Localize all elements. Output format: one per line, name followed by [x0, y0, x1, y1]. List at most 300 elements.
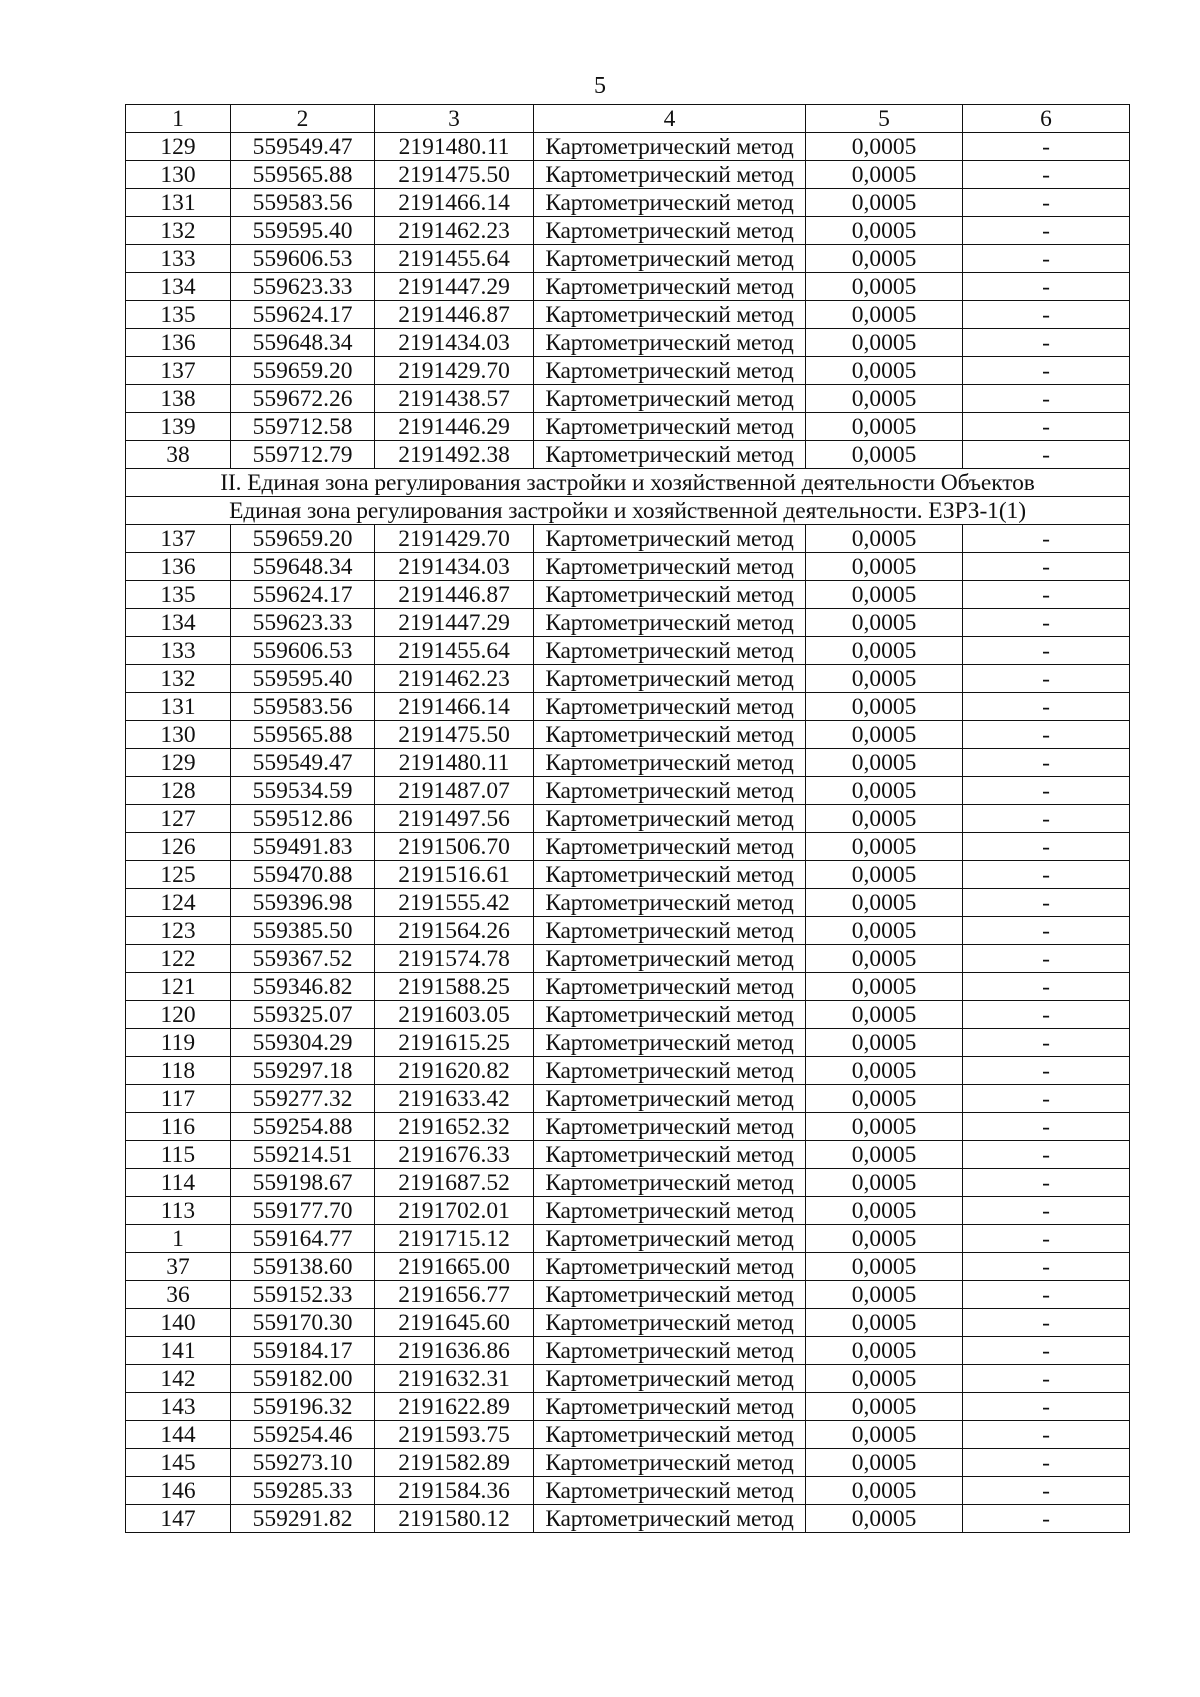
method-cell: Картометрический метод	[534, 385, 806, 413]
point-number-cell: 135	[126, 301, 231, 329]
page-number: 5	[594, 73, 606, 99]
point-number-cell: 146	[126, 1477, 231, 1505]
accuracy-cell: 0,0005	[806, 917, 963, 945]
description-cell: -	[963, 861, 1130, 889]
y-coordinate-cell: 2191687.52	[375, 1169, 534, 1197]
point-number-cell: 144	[126, 1421, 231, 1449]
method-cell: Картометрический метод	[534, 945, 806, 973]
description-cell: -	[963, 133, 1130, 161]
table-row	[126, 805, 1130, 833]
x-coordinate-cell: 559624.17	[231, 581, 375, 609]
accuracy-cell: 0,0005	[806, 581, 963, 609]
method-cell: Картометрический метод	[534, 693, 806, 721]
x-coordinate-cell: 559595.40	[231, 665, 375, 693]
table-row	[126, 245, 1130, 273]
description-cell: -	[963, 889, 1130, 917]
y-coordinate-cell: 2191447.29	[375, 273, 534, 301]
x-coordinate-cell: 559367.52	[231, 945, 375, 973]
y-coordinate-cell: 2191715.12	[375, 1225, 534, 1253]
method-cell: Картометрический метод	[534, 1449, 806, 1477]
table-row	[126, 1253, 1130, 1281]
table-row	[126, 1057, 1130, 1085]
description-cell: -	[963, 1253, 1130, 1281]
x-coordinate-cell: 559672.26	[231, 385, 375, 413]
point-number-cell: 130	[126, 161, 231, 189]
y-coordinate-cell: 2191593.75	[375, 1421, 534, 1449]
method-cell: Картометрический метод	[534, 245, 806, 273]
y-coordinate-cell: 2191492.38	[375, 441, 534, 469]
description-cell: -	[963, 1505, 1130, 1533]
x-coordinate-cell: 559549.47	[231, 749, 375, 777]
point-number-cell: 131	[126, 189, 231, 217]
table-row	[126, 1505, 1130, 1533]
table-header-row	[126, 105, 1130, 133]
description-cell: -	[963, 525, 1130, 553]
method-cell: Картометрический метод	[534, 413, 806, 441]
description-cell: -	[963, 1421, 1130, 1449]
description-cell: -	[963, 833, 1130, 861]
method-cell: Картометрический метод	[534, 665, 806, 693]
description-cell: -	[963, 777, 1130, 805]
table-row	[126, 1085, 1130, 1113]
table-row	[126, 357, 1130, 385]
method-cell: Картометрический метод	[534, 1309, 806, 1337]
table-row	[126, 161, 1130, 189]
y-coordinate-cell: 2191438.57	[375, 385, 534, 413]
table-row	[126, 749, 1130, 777]
point-number-cell: 136	[126, 553, 231, 581]
method-cell: Картометрический метод	[534, 161, 806, 189]
method-cell: Картометрический метод	[534, 1113, 806, 1141]
accuracy-cell: 0,0005	[806, 1113, 963, 1141]
x-coordinate-cell: 559277.32	[231, 1085, 375, 1113]
method-cell: Картометрический метод	[534, 861, 806, 889]
description-cell: -	[963, 1225, 1130, 1253]
point-number-cell: 133	[126, 637, 231, 665]
x-coordinate-cell: 559624.17	[231, 301, 375, 329]
x-coordinate-cell: 559396.98	[231, 889, 375, 917]
description-cell: -	[963, 609, 1130, 637]
x-coordinate-cell: 559273.10	[231, 1449, 375, 1477]
point-number-cell: 134	[126, 609, 231, 637]
method-cell: Картометрический метод	[534, 1365, 806, 1393]
table-row	[126, 889, 1130, 917]
y-coordinate-cell: 2191645.60	[375, 1309, 534, 1337]
accuracy-cell: 0,0005	[806, 665, 963, 693]
description-cell: -	[963, 1309, 1130, 1337]
description-cell: -	[963, 721, 1130, 749]
description-cell: -	[963, 441, 1130, 469]
x-coordinate-cell: 559583.56	[231, 693, 375, 721]
table-row	[126, 1141, 1130, 1169]
x-coordinate-cell: 559623.33	[231, 273, 375, 301]
point-number-cell: 147	[126, 1505, 231, 1533]
point-number-cell: 129	[126, 133, 231, 161]
table-row	[126, 1197, 1130, 1225]
table-row	[126, 133, 1130, 161]
accuracy-cell: 0,0005	[806, 1253, 963, 1281]
column-header: 3	[375, 105, 534, 133]
point-number-cell: 134	[126, 273, 231, 301]
y-coordinate-cell: 2191555.42	[375, 889, 534, 917]
accuracy-cell: 0,0005	[806, 1029, 963, 1057]
accuracy-cell: 0,0005	[806, 973, 963, 1001]
method-cell: Картометрический метод	[534, 217, 806, 245]
method-cell: Картометрический метод	[534, 553, 806, 581]
description-cell: -	[963, 749, 1130, 777]
x-coordinate-cell: 559297.18	[231, 1057, 375, 1085]
table-row	[126, 217, 1130, 245]
x-coordinate-cell: 559595.40	[231, 217, 375, 245]
description-cell: -	[963, 1449, 1130, 1477]
method-cell: Картометрический метод	[534, 441, 806, 469]
description-cell: -	[963, 217, 1130, 245]
point-number-cell: 123	[126, 917, 231, 945]
table-row	[126, 1337, 1130, 1365]
x-coordinate-cell: 559182.00	[231, 1365, 375, 1393]
description-cell: -	[963, 273, 1130, 301]
section-subtitle-row	[126, 497, 1130, 525]
description-cell: -	[963, 665, 1130, 693]
x-coordinate-cell: 559648.34	[231, 329, 375, 357]
point-number-cell: 122	[126, 945, 231, 973]
table-row	[126, 973, 1130, 1001]
method-cell: Картометрический метод	[534, 721, 806, 749]
table-row	[126, 525, 1130, 553]
description-cell: -	[963, 1337, 1130, 1365]
y-coordinate-cell: 2191455.64	[375, 245, 534, 273]
y-coordinate-cell: 2191434.03	[375, 329, 534, 357]
y-coordinate-cell: 2191480.11	[375, 749, 534, 777]
description-cell: -	[963, 357, 1130, 385]
coordinates-table	[125, 104, 1130, 1533]
column-header: 6	[963, 105, 1130, 133]
table-row	[126, 917, 1130, 945]
point-number-cell: 117	[126, 1085, 231, 1113]
x-coordinate-cell: 559606.53	[231, 245, 375, 273]
accuracy-cell: 0,0005	[806, 1477, 963, 1505]
method-cell: Картометрический метод	[534, 1085, 806, 1113]
method-cell: Картометрический метод	[534, 329, 806, 357]
point-number-cell: 37	[126, 1253, 231, 1281]
point-number-cell: 138	[126, 385, 231, 413]
accuracy-cell: 0,0005	[806, 1449, 963, 1477]
description-cell: -	[963, 637, 1130, 665]
x-coordinate-cell: 559534.59	[231, 777, 375, 805]
accuracy-cell: 0,0005	[806, 245, 963, 273]
accuracy-cell: 0,0005	[806, 1393, 963, 1421]
x-coordinate-cell: 559565.88	[231, 721, 375, 749]
method-cell: Картометрический метод	[534, 301, 806, 329]
table-row	[126, 637, 1130, 665]
method-cell: Картометрический метод	[534, 1477, 806, 1505]
accuracy-cell: 0,0005	[806, 945, 963, 973]
method-cell: Картометрический метод	[534, 1337, 806, 1365]
accuracy-cell: 0,0005	[806, 1001, 963, 1029]
point-number-cell: 143	[126, 1393, 231, 1421]
y-coordinate-cell: 2191584.36	[375, 1477, 534, 1505]
method-cell: Картометрический метод	[534, 1197, 806, 1225]
table-row	[126, 301, 1130, 329]
method-cell: Картометрический метод	[534, 805, 806, 833]
method-cell: Картометрический метод	[534, 273, 806, 301]
point-number-cell: 133	[126, 245, 231, 273]
accuracy-cell: 0,0005	[806, 217, 963, 245]
table-row	[126, 1029, 1130, 1057]
accuracy-cell: 0,0005	[806, 1141, 963, 1169]
method-cell: Картометрический метод	[534, 581, 806, 609]
point-number-cell: 121	[126, 973, 231, 1001]
point-number-cell: 142	[126, 1365, 231, 1393]
method-cell: Картометрический метод	[534, 1505, 806, 1533]
accuracy-cell: 0,0005	[806, 1085, 963, 1113]
table-row	[126, 1309, 1130, 1337]
description-cell: -	[963, 1029, 1130, 1057]
accuracy-cell: 0,0005	[806, 1197, 963, 1225]
y-coordinate-cell: 2191702.01	[375, 1197, 534, 1225]
table-row	[126, 665, 1130, 693]
x-coordinate-cell: 559491.83	[231, 833, 375, 861]
description-cell: -	[963, 301, 1130, 329]
accuracy-cell: 0,0005	[806, 1337, 963, 1365]
method-cell: Картометрический метод	[534, 1225, 806, 1253]
accuracy-cell: 0,0005	[806, 693, 963, 721]
table-row	[126, 693, 1130, 721]
x-coordinate-cell: 559346.82	[231, 973, 375, 1001]
description-cell: -	[963, 245, 1130, 273]
point-number-cell: 38	[126, 441, 231, 469]
table-row	[126, 1113, 1130, 1141]
description-cell: -	[963, 581, 1130, 609]
point-number-cell: 127	[126, 805, 231, 833]
y-coordinate-cell: 2191615.25	[375, 1029, 534, 1057]
accuracy-cell: 0,0005	[806, 525, 963, 553]
accuracy-cell: 0,0005	[806, 637, 963, 665]
y-coordinate-cell: 2191632.31	[375, 1365, 534, 1393]
point-number-cell: 135	[126, 581, 231, 609]
y-coordinate-cell: 2191656.77	[375, 1281, 534, 1309]
x-coordinate-cell: 559470.88	[231, 861, 375, 889]
x-coordinate-cell: 559549.47	[231, 133, 375, 161]
point-number-cell: 125	[126, 861, 231, 889]
table-row	[126, 1477, 1130, 1505]
column-header: 4	[534, 105, 806, 133]
point-number-cell: 140	[126, 1309, 231, 1337]
point-number-cell: 137	[126, 525, 231, 553]
description-cell: -	[963, 945, 1130, 973]
description-cell: -	[963, 917, 1130, 945]
x-coordinate-cell: 559285.33	[231, 1477, 375, 1505]
x-coordinate-cell: 559385.50	[231, 917, 375, 945]
method-cell: Картометрический метод	[534, 889, 806, 917]
x-coordinate-cell: 559623.33	[231, 609, 375, 637]
table-row	[126, 553, 1130, 581]
y-coordinate-cell: 2191446.87	[375, 301, 534, 329]
table-row	[126, 609, 1130, 637]
x-coordinate-cell: 559606.53	[231, 637, 375, 665]
point-number-cell: 141	[126, 1337, 231, 1365]
description-cell: -	[963, 805, 1130, 833]
table-row	[126, 721, 1130, 749]
description-cell: -	[963, 1197, 1130, 1225]
description-cell: -	[963, 1477, 1130, 1505]
accuracy-cell: 0,0005	[806, 889, 963, 917]
point-number-cell: 132	[126, 217, 231, 245]
description-cell: -	[963, 1281, 1130, 1309]
method-cell: Картометрический метод	[534, 749, 806, 777]
accuracy-cell: 0,0005	[806, 413, 963, 441]
point-number-cell: 128	[126, 777, 231, 805]
point-number-cell: 129	[126, 749, 231, 777]
x-coordinate-cell: 559648.34	[231, 553, 375, 581]
y-coordinate-cell: 2191574.78	[375, 945, 534, 973]
table-row	[126, 861, 1130, 889]
description-cell: -	[963, 1393, 1130, 1421]
description-cell: -	[963, 1001, 1130, 1029]
y-coordinate-cell: 2191564.26	[375, 917, 534, 945]
y-coordinate-cell: 2191676.33	[375, 1141, 534, 1169]
y-coordinate-cell: 2191487.07	[375, 777, 534, 805]
description-cell: -	[963, 413, 1130, 441]
method-cell: Картометрический метод	[534, 189, 806, 217]
table-row	[126, 273, 1130, 301]
y-coordinate-cell: 2191475.50	[375, 721, 534, 749]
point-number-cell: 131	[126, 693, 231, 721]
description-cell: -	[963, 553, 1130, 581]
method-cell: Картометрический метод	[534, 637, 806, 665]
table-row	[126, 1393, 1130, 1421]
point-number-cell: 114	[126, 1169, 231, 1197]
accuracy-cell: 0,0005	[806, 385, 963, 413]
y-coordinate-cell: 2191516.61	[375, 861, 534, 889]
method-cell: Картометрический метод	[534, 1001, 806, 1029]
method-cell: Картометрический метод	[534, 1281, 806, 1309]
method-cell: Картометрический метод	[534, 133, 806, 161]
point-number-cell: 132	[126, 665, 231, 693]
x-coordinate-cell: 559583.56	[231, 189, 375, 217]
accuracy-cell: 0,0005	[806, 861, 963, 889]
accuracy-cell: 0,0005	[806, 721, 963, 749]
accuracy-cell: 0,0005	[806, 609, 963, 637]
accuracy-cell: 0,0005	[806, 1365, 963, 1393]
accuracy-cell: 0,0005	[806, 1281, 963, 1309]
method-cell: Картометрический метод	[534, 973, 806, 1001]
accuracy-cell: 0,0005	[806, 133, 963, 161]
description-cell: -	[963, 385, 1130, 413]
point-number-cell: 1	[126, 1225, 231, 1253]
method-cell: Картометрический метод	[534, 525, 806, 553]
y-coordinate-cell: 2191475.50	[375, 161, 534, 189]
method-cell: Картометрический метод	[534, 1057, 806, 1085]
table-row	[126, 189, 1130, 217]
x-coordinate-cell: 559659.20	[231, 357, 375, 385]
accuracy-cell: 0,0005	[806, 357, 963, 385]
accuracy-cell: 0,0005	[806, 1309, 963, 1337]
description-cell: -	[963, 1113, 1130, 1141]
method-cell: Картометрический метод	[534, 777, 806, 805]
y-coordinate-cell: 2191429.70	[375, 525, 534, 553]
method-cell: Картометрический метод	[534, 833, 806, 861]
y-coordinate-cell: 2191636.86	[375, 1337, 534, 1365]
point-number-cell: 137	[126, 357, 231, 385]
table-row	[126, 441, 1130, 469]
table-body	[126, 105, 1130, 1533]
y-coordinate-cell: 2191446.87	[375, 581, 534, 609]
table-row	[126, 1001, 1130, 1029]
accuracy-cell: 0,0005	[806, 777, 963, 805]
description-cell: -	[963, 1057, 1130, 1085]
x-coordinate-cell: 559254.46	[231, 1421, 375, 1449]
y-coordinate-cell: 2191652.32	[375, 1113, 534, 1141]
column-header: 5	[806, 105, 963, 133]
y-coordinate-cell: 2191665.00	[375, 1253, 534, 1281]
table-row	[126, 1169, 1130, 1197]
accuracy-cell: 0,0005	[806, 1505, 963, 1533]
y-coordinate-cell: 2191466.14	[375, 693, 534, 721]
column-header: 1	[126, 105, 231, 133]
point-number-cell: 116	[126, 1113, 231, 1141]
x-coordinate-cell: 559659.20	[231, 525, 375, 553]
table-row	[126, 1421, 1130, 1449]
accuracy-cell: 0,0005	[806, 1421, 963, 1449]
accuracy-cell: 0,0005	[806, 301, 963, 329]
table-row	[126, 777, 1130, 805]
description-cell: -	[963, 973, 1130, 1001]
x-coordinate-cell: 559198.67	[231, 1169, 375, 1197]
point-number-cell: 118	[126, 1057, 231, 1085]
y-coordinate-cell: 2191446.29	[375, 413, 534, 441]
x-coordinate-cell: 559164.77	[231, 1225, 375, 1253]
x-coordinate-cell: 559565.88	[231, 161, 375, 189]
point-number-cell: 115	[126, 1141, 231, 1169]
section-title: II. Единая зона регулирования застройки и хозяйственной деятельности Объектов	[126, 469, 1130, 497]
table-row	[126, 1225, 1130, 1253]
point-number-cell: 36	[126, 1281, 231, 1309]
y-coordinate-cell: 2191603.05	[375, 1001, 534, 1029]
y-coordinate-cell: 2191434.03	[375, 553, 534, 581]
y-coordinate-cell: 2191480.11	[375, 133, 534, 161]
section-title-row	[126, 469, 1130, 497]
method-cell: Картометрический метод	[534, 1421, 806, 1449]
x-coordinate-cell: 559304.29	[231, 1029, 375, 1057]
x-coordinate-cell: 559170.30	[231, 1309, 375, 1337]
accuracy-cell: 0,0005	[806, 553, 963, 581]
method-cell: Картометрический метод	[534, 1029, 806, 1057]
method-cell: Картометрический метод	[534, 1253, 806, 1281]
accuracy-cell: 0,0005	[806, 749, 963, 777]
y-coordinate-cell: 2191429.70	[375, 357, 534, 385]
accuracy-cell: 0,0005	[806, 189, 963, 217]
description-cell: -	[963, 1141, 1130, 1169]
accuracy-cell: 0,0005	[806, 329, 963, 357]
x-coordinate-cell: 559512.86	[231, 805, 375, 833]
table-row	[126, 833, 1130, 861]
table-row	[126, 1281, 1130, 1309]
y-coordinate-cell: 2191462.23	[375, 217, 534, 245]
x-coordinate-cell: 559712.79	[231, 441, 375, 469]
table-row	[126, 1449, 1130, 1477]
table-row	[126, 413, 1130, 441]
method-cell: Картометрический метод	[534, 1141, 806, 1169]
table-row	[126, 945, 1130, 973]
y-coordinate-cell: 2191447.29	[375, 609, 534, 637]
point-number-cell: 119	[126, 1029, 231, 1057]
description-cell: -	[963, 1085, 1130, 1113]
x-coordinate-cell: 559325.07	[231, 1001, 375, 1029]
description-cell: -	[963, 329, 1130, 357]
method-cell: Картометрический метод	[534, 1169, 806, 1197]
accuracy-cell: 0,0005	[806, 833, 963, 861]
